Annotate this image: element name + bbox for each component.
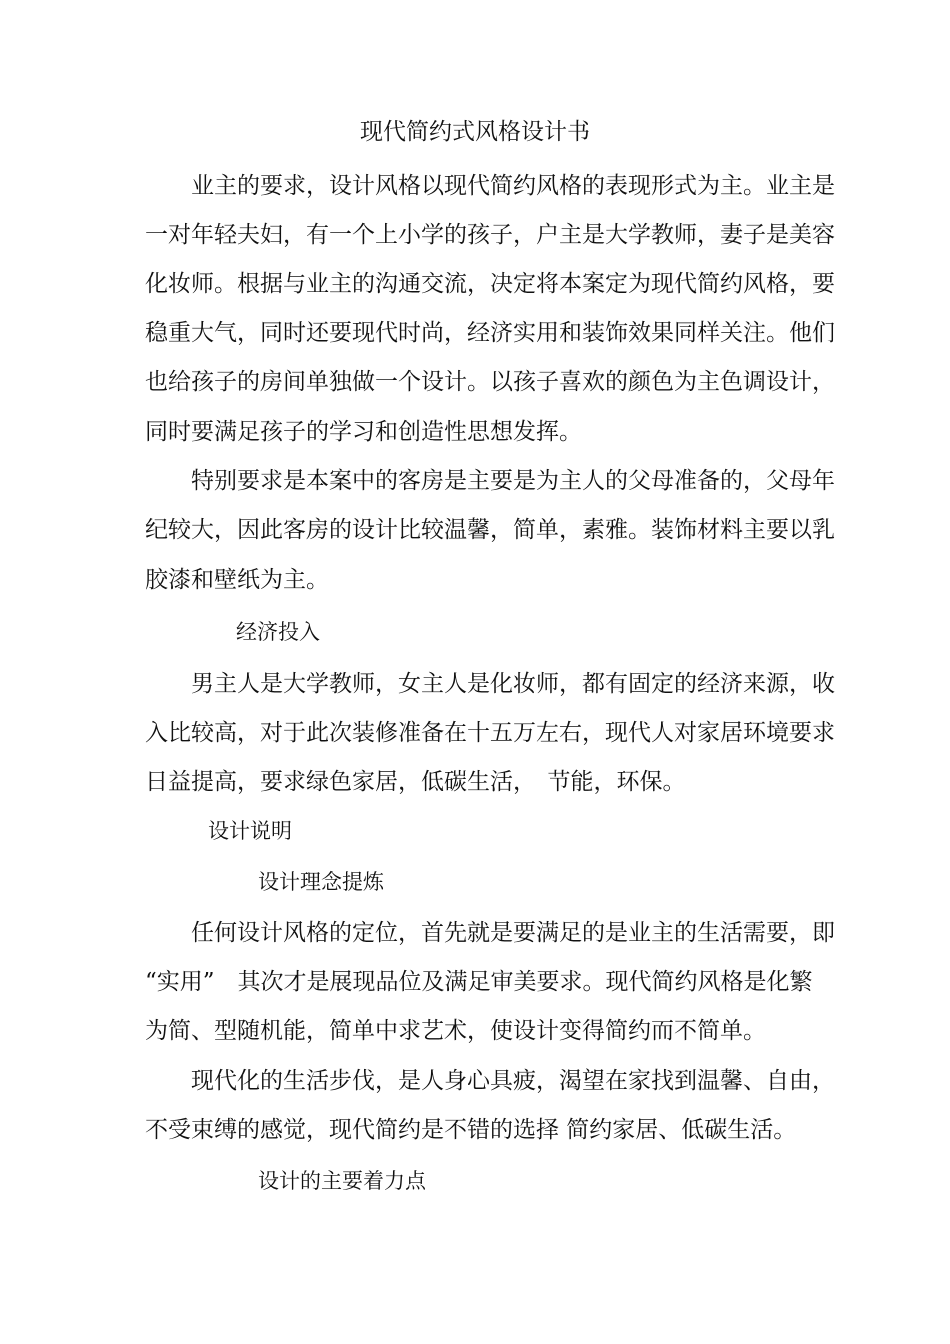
paragraph-line: 入比较高，对于此次装修准备在十五万左右，现代人对家居环境要求 (145, 720, 835, 746)
section-heading-economy: 经济投入 (236, 620, 320, 644)
section-heading-design: 设计说明 (208, 819, 292, 843)
paragraph-line: 业主的要求，设计风格以现代简约风格的表现形式为主。业主是 (191, 173, 835, 199)
paragraph-line: 也给孩子的房间单独做一个设计。以孩子喜欢的颜色为主色调设计， (145, 369, 835, 395)
paragraph-line: 稳重大气，同时还要现代时尚，经济实用和装饰效果同样关注。他们 (145, 320, 835, 346)
paragraph-line: 不受束缚的感觉，现代简约是不错的选择 简约家居、低碳生活。 (145, 1117, 797, 1143)
paragraph-line: 化妆师。根据与业主的沟通交流，决定将本案定为现代简约风格，要 (145, 271, 835, 297)
paragraph-line: 胶漆和壁纸为主。 (145, 567, 329, 593)
paragraph-line: 纪较大，因此客房的设计比较温馨，简单，素雅。装饰材料主要以乳 (145, 517, 835, 543)
paragraph-line: “实用” 其次才是展现品位及满足审美要求。现代简约风格是化繁 (145, 969, 813, 995)
paragraph-line: 同时要满足孩子的学习和创造性思想发挥。 (145, 419, 582, 445)
paragraph-line: 男主人是大学教师，女主人是化妆师，都有固定的经济来源，收 (191, 671, 835, 697)
paragraph-line: 日益提高，要求绿色家居，低碳生活， 节能，环保。 (145, 769, 686, 795)
paragraph-line: 一对年轻夫妇，有一个上小学的孩子，户主是大学教师，妻子是美容 (145, 222, 835, 248)
paragraph-line: 任何设计风格的定位，首先就是要满足的是业主的生活需要，即 (191, 920, 835, 946)
document-title: 现代简约式风格设计书 (360, 119, 590, 145)
section-heading-concept: 设计理念提炼 (258, 870, 384, 894)
paragraph-line: 特别要求是本案中的客房是主要是为主人的父母准备的，父母年 (191, 468, 835, 494)
paragraph-line: 现代化的生活步伐，是人身心具疲，渴望在家找到温馨、自由， (191, 1068, 835, 1094)
section-heading-focus: 设计的主要着力点 (258, 1169, 426, 1193)
paragraph-line: 为简、型随机能，简单中求艺术，使设计变得简约而不简单。 (145, 1018, 766, 1044)
